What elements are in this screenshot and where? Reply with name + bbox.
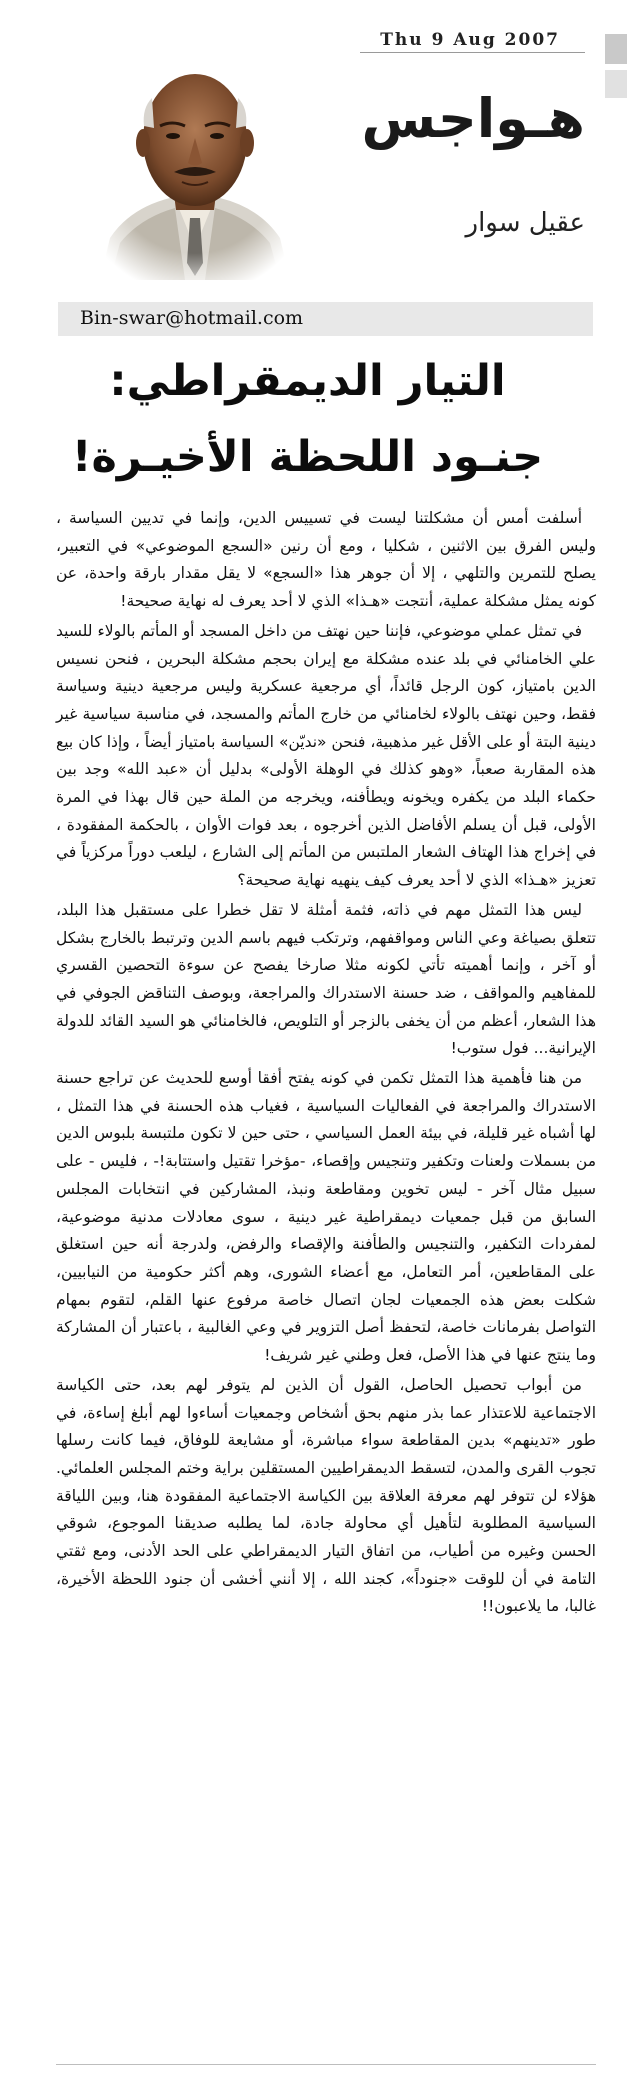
bottom-rule	[56, 2064, 596, 2065]
article-paragraph: من هنا فأهمية هذا التمثل تكمن في كونه يفتح أفقا أوسع للحديث عن تراجع حسنة الاستدراك والمراجعة في الفعاليات السياسية ، فغياب هذه الحسنة في هذا التمثل ، لها أشباه غير قليلة، في بيئة العمل السياسي ، حتى حين لا تكون ملتبسة بلبوس الدين من بسملات ولعنات وتكفير وتنجيس وإقصاء، -مؤخرا تقتيل واستتابة!- ، فليس - على سبيل مثال آخر - ليس تخوين ومقاطعة ونبذ، المشاركين في انتخابات المجلس السابق من قبل جمعيات ديمقراطية غير دينية ، سوى معادلات مدنية موضوعية، لمفردات التكفير، والتنجيس والطأفنة والإقصاء والرفض، ولدرجة أنه حين استغلق على المقاطعين، أمر التعامل، مع أعضاء الشورى، وهم أكثر حكومية من النيابيين، شكلت بعض هذه الجمعيات لجان اتصال خاصة مرفوع عنها القلم، لتقوم بمهام التواصل بفرمانات خاصة، لتحفظ أصل التزوير في وعي الغالبية ، باعتبار أن المشاركة وما ينتج عنها في هذا الأصل، فعل وطني غير شريف!	[56, 1069, 596, 1365]
author-portrait	[90, 48, 300, 280]
portrait-illustration	[90, 48, 300, 280]
email-bar	[58, 302, 593, 336]
date-rule	[360, 52, 585, 53]
headline-line-1: التيار الديمقراطي:	[109, 356, 506, 406]
edge-tab-bottom	[605, 70, 627, 98]
article-paragraph: في تمثل عملي موضوعي، فإننا حين نهتف من داخل المسجد أو المأتم بالولاء للسيد علي الخامنائي في بلد عنده مشكلة مع إيران بحجم مشكلة البحرين ، فنحن نسيس الدين بامتياز، كون الرجل قائداً، أي مرجعية عسكرية وليس مرجعية دينية وسياسة فقط، وحين نهتف بالولاء لخامنائي من خارج المأتم والمسجد، في مناسبة سياسية غير دينية البتة أو على الأقل غير مذهبية، فنحن «نديّن» السياسة بامتياز أيضاً ، وإذا كان بيع هذه المقاربة صعباً، «وهو كذلك في الوهلة الأولى» بدليل أن «عبد الله» وجد بين حكماء البلد من يكفره ويخونه ويطأفنه، ويخرجه من الملة حين قال بهذا في المرة الأولى، قبل أن يسلم الأفاضل الذين أخرجوه ، بعد فوات الأوان ، بالحكمة المفقودة ، في إخراج هذا الهتاف الشعار الملتبس من المأتم إلى الشارع ، ليلعب دوراً مركزياً في تعزيز «هـذا» الذي لا أحد يعرف كيف ينهيه نهاية صحيحة؟	[56, 621, 596, 890]
issue-date: Thu 9 Aug 2007	[380, 30, 560, 50]
article-paragraph: أسلفت أمس أن مشكلتنا ليست في تسييس الدين، وإنما في تديين السياسة ، وليس الفرق بين الاثنين ، شكليا ، ومع أن رنين «السجع الموضوعي» في التعبير، يصلح للتمرين والتلهي ، إلا أن جوهر هذا «السجع» لا يقل مقدار بارقة واحدة، عن كونه يمثل مشكلة عملية، أنتجت «هـذا» الذي لا أحد يعرف له نهاية صحيحة!	[56, 509, 596, 611]
article-paragraph: ليس هذا التمثل مهم في ذاته، فثمة أمثلة لا تقل خطرا على مستقبل هذا البلد، تتعلق بصياغة وعي الناس ومواقفهم، وترتكب فيهم باسم الدين وترتبط بالخارج بشكل أو آخر ، وإنما أهميته تأتي لكونه مثلا صارخا يفصح عن سوءة التحصين القسري للمفاهيم والمواقف ، ضد حسنة الاستدراك والمراجعة، وبوصف التناقض الجوفي في هذا الشعار، أعظم من أن يخفى بالزجر أو التلويص، فالخامنائي هو السيد القائد للدولة الإيرانية... فول ستوب!	[56, 900, 596, 1058]
article-paragraph: من أبواب تحصيل الحاصل، القول أن الذين لم يتوفر لهم بعد، حتى الكياسة الاجتماعية للاعتذار عما بذر منهم بحق أشخاص وجمعيات أساءوا لهم أبلغ إساءة، في طور «تدينهم» بدين المقاطعة سواء مباشرة، أو مشايعة للوفاق، فيما كانت رسلها تجوب القرى والمدن، لتسقط الديمقراطيين المستقلين براية وختم المجلس العلمائي. هؤلاء لن تتوفر لهم معرفة العلاقة بين الكياسة الاجتماعية المفقودة هنا، وبين اللياقة السياسية المطلوبة لتأهيل أي محاولة جادة، لما يطلبه صديقنا الموجوع، شوقي الحسن وغيره من أطياب، من اتفاق التيار الديمقراطي على الحد الأدنى، ومع ثقتي التامة في أن للوقت «جنوداً»، كجند الله ، إلا أنني أخشى أن جنود اللحظة الأخيرة، غالبا، ما يلاعبون!!	[56, 1375, 596, 1616]
author-name: عقيل سوار	[465, 208, 585, 238]
author-email[interactable]: Bin-swar@hotmail.com	[80, 307, 304, 329]
column-title: هـواجس	[361, 87, 585, 150]
headline-line-2: جنـود اللحظة الأخيـرة!	[71, 432, 544, 482]
edge-tab-top	[605, 34, 627, 64]
article-body	[56, 505, 596, 1623]
